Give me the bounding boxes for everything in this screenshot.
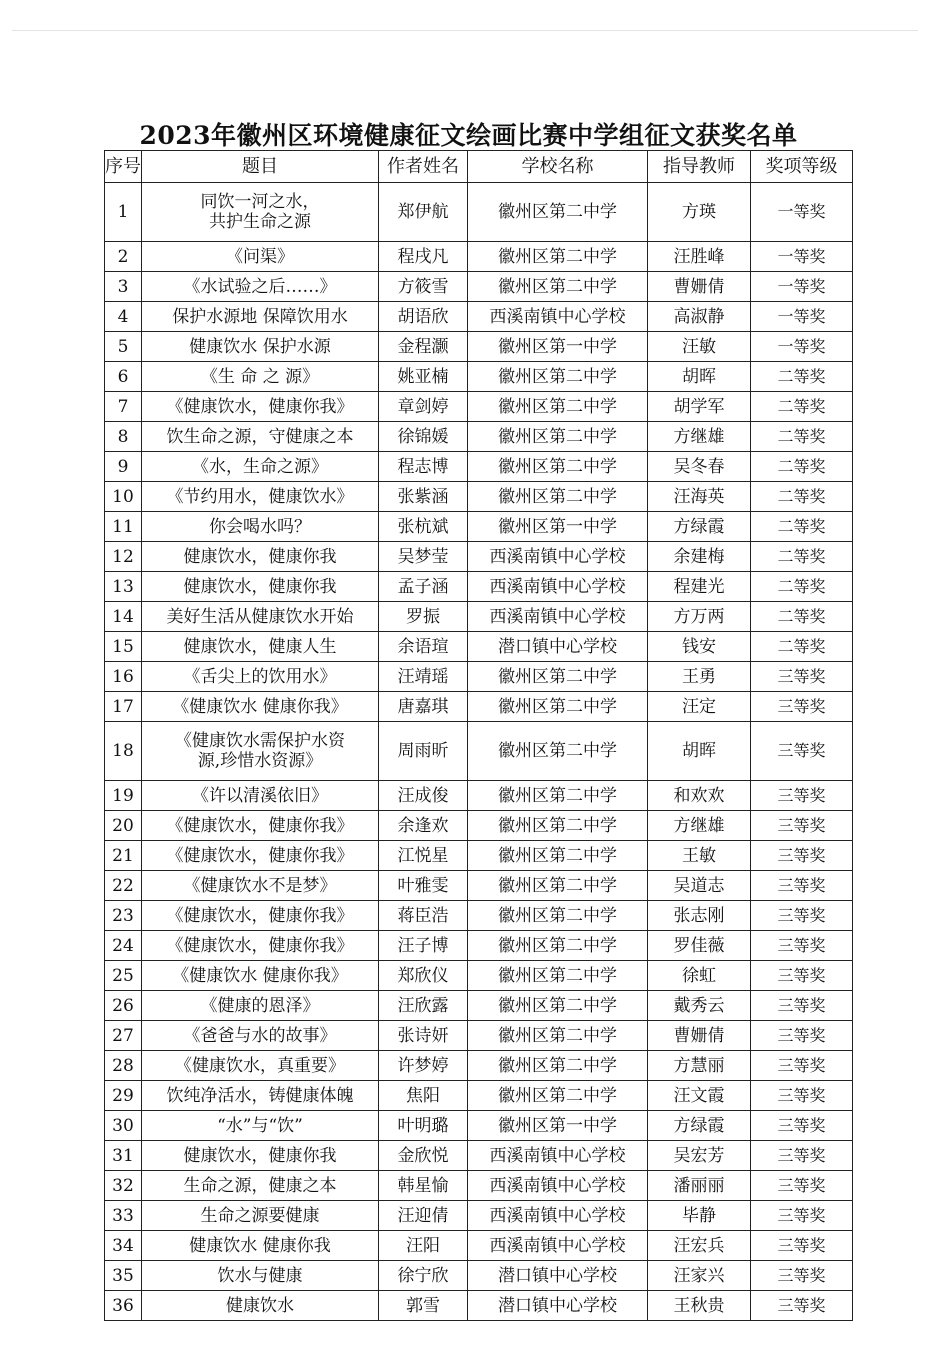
cell-number: 4 [105, 302, 142, 332]
cell-number: 17 [105, 692, 142, 722]
table-row [105, 482, 853, 512]
header-row [105, 151, 853, 183]
cell-title: 《节约用水，健康饮水》 [142, 482, 379, 512]
cell-number: 21 [105, 841, 142, 871]
cell-author: 许梦婷 [379, 1051, 468, 1081]
cell-title: 《舌尖上的饮用水》 [142, 662, 379, 692]
cell-number: 36 [105, 1291, 142, 1321]
cell-author: 张杭斌 [379, 512, 468, 542]
table-row [105, 422, 853, 452]
cell-number: 3 [105, 272, 142, 302]
cell-teacher: 方继雄 [648, 811, 751, 841]
cell-author: 金欣悦 [379, 1141, 468, 1171]
cell-author: 姚亚楠 [379, 362, 468, 392]
cell-teacher: 罗佳薇 [648, 931, 751, 961]
cell-teacher: 胡晖 [648, 362, 751, 392]
cell-author: 汪阳 [379, 1231, 468, 1261]
cell-school: 徽州区第一中学 [468, 512, 648, 542]
cell-title: 《爸爸与水的故事》 [142, 1021, 379, 1051]
cell-title: 健康饮水，健康你我 [142, 542, 379, 572]
award-table-body [105, 183, 853, 1321]
header-teacher: 指导教师 [648, 151, 751, 183]
cell-teacher: 程建光 [648, 572, 751, 602]
cell-award-level: 三等奖 [751, 1231, 853, 1261]
cell-teacher: 汪宏兵 [648, 1231, 751, 1261]
cell-school: 徽州区第二中学 [468, 841, 648, 871]
cell-title: 饮生命之源，守健康之本 [142, 422, 379, 452]
cell-number: 8 [105, 422, 142, 452]
cell-school: 徽州区第二中学 [468, 961, 648, 991]
cell-teacher: 高淑静 [648, 302, 751, 332]
cell-number: 24 [105, 931, 142, 961]
table-row [105, 362, 853, 392]
table-row [105, 452, 853, 482]
cell-number: 25 [105, 961, 142, 991]
cell-teacher: 吴道志 [648, 871, 751, 901]
cell-school: 徽州区第二中学 [468, 781, 648, 811]
cell-author: 叶明璐 [379, 1111, 468, 1141]
cell-award-level: 三等奖 [751, 1111, 853, 1141]
cell-title: 饮水与健康 [142, 1261, 379, 1291]
cell-number: 6 [105, 362, 142, 392]
cell-award-level: 三等奖 [751, 722, 853, 781]
cell-author: 余语瑄 [379, 632, 468, 662]
award-table [104, 150, 853, 1321]
cell-number: 33 [105, 1201, 142, 1231]
cell-author: 汪成俊 [379, 781, 468, 811]
cell-teacher: 和欢欢 [648, 781, 751, 811]
cell-number: 32 [105, 1171, 142, 1201]
cell-author: 徐宁欣 [379, 1261, 468, 1291]
cell-title: 《问渠》 [142, 242, 379, 272]
cell-number: 1 [105, 183, 142, 242]
cell-award-level: 二等奖 [751, 542, 853, 572]
cell-teacher: 戴秀云 [648, 991, 751, 1021]
cell-award-level: 二等奖 [751, 482, 853, 512]
table-row [105, 1081, 853, 1111]
table-row [105, 991, 853, 1021]
cell-title: 《健康饮水，健康你我》 [142, 392, 379, 422]
cell-number: 22 [105, 871, 142, 901]
cell-title: 保护水源地 保障饮用水 [142, 302, 379, 332]
cell-award-level: 三等奖 [751, 811, 853, 841]
cell-title: 健康饮水 健康你我 [142, 1231, 379, 1261]
cell-award-level: 二等奖 [751, 572, 853, 602]
cell-title: 你会喝水吗？ [142, 512, 379, 542]
cell-title: 《水，生命之源》 [142, 452, 379, 482]
table-row [105, 901, 853, 931]
cell-award-level: 三等奖 [751, 692, 853, 722]
cell-school: 西溪南镇中心学校 [468, 542, 648, 572]
cell-number: 15 [105, 632, 142, 662]
cell-number: 16 [105, 662, 142, 692]
cell-teacher: 汪海英 [648, 482, 751, 512]
table-row [105, 1291, 853, 1321]
cell-award-level: 一等奖 [751, 242, 853, 272]
table-row [105, 602, 853, 632]
table-row [105, 781, 853, 811]
cell-award-level: 三等奖 [751, 1141, 853, 1171]
cell-award-level: 二等奖 [751, 632, 853, 662]
table-row [105, 1141, 853, 1171]
cell-school: 徽州区第二中学 [468, 1051, 648, 1081]
table-row [105, 722, 853, 781]
cell-title: 《许以清溪依旧》 [142, 781, 379, 811]
cell-teacher: 曹姗倩 [648, 272, 751, 302]
cell-teacher: 潘丽丽 [648, 1171, 751, 1201]
cell-school: 潜口镇中心学校 [468, 1261, 648, 1291]
cell-school: 徽州区第二中学 [468, 482, 648, 512]
cell-teacher: 汪文霞 [648, 1081, 751, 1111]
cell-award-level: 二等奖 [751, 392, 853, 422]
cell-author: 胡语欣 [379, 302, 468, 332]
cell-school: 西溪南镇中心学校 [468, 602, 648, 632]
cell-number: 27 [105, 1021, 142, 1051]
cell-author: 郭雪 [379, 1291, 468, 1321]
cell-title: 《健康饮水不是梦》 [142, 871, 379, 901]
cell-award-level: 三等奖 [751, 662, 853, 692]
cell-title: 健康饮水 [142, 1291, 379, 1321]
cell-school: 西溪南镇中心学校 [468, 1171, 648, 1201]
header-title: 题目 [142, 151, 379, 183]
cell-teacher: 钱安 [648, 632, 751, 662]
cell-title: 生命之源要健康 [142, 1201, 379, 1231]
cell-title: 健康饮水，健康人生 [142, 632, 379, 662]
cell-award-level: 三等奖 [751, 1171, 853, 1201]
cell-teacher: 汪家兴 [648, 1261, 751, 1291]
cell-author: 蒋臣浩 [379, 901, 468, 931]
table-row [105, 272, 853, 302]
cell-teacher: 方慧丽 [648, 1051, 751, 1081]
cell-teacher: 方继雄 [648, 422, 751, 452]
cell-school: 徽州区第二中学 [468, 991, 648, 1021]
cell-award-level: 二等奖 [751, 362, 853, 392]
cell-award-level: 三等奖 [751, 1291, 853, 1321]
cell-title: 《健康饮水，健康你我》 [142, 841, 379, 871]
cell-award-level: 三等奖 [751, 991, 853, 1021]
cell-school: 徽州区第二中学 [468, 931, 648, 961]
cell-teacher: 徐虹 [648, 961, 751, 991]
cell-author: 汪迎倩 [379, 1201, 468, 1231]
table-row [105, 1111, 853, 1141]
cell-teacher: 毕静 [648, 1201, 751, 1231]
cell-author: 章剑婷 [379, 392, 468, 422]
cell-number: 11 [105, 512, 142, 542]
cell-school: 徽州区第一中学 [468, 332, 648, 362]
cell-number: 9 [105, 452, 142, 482]
cell-award-level: 二等奖 [751, 452, 853, 482]
cell-teacher: 王敏 [648, 841, 751, 871]
cell-title: 《水试验之后……》 [142, 272, 379, 302]
cell-school: 徽州区第二中学 [468, 272, 648, 302]
table-row [105, 931, 853, 961]
cell-title: 《健康饮水 健康你我》 [142, 692, 379, 722]
cell-award-level: 一等奖 [751, 183, 853, 242]
cell-award-level: 三等奖 [751, 1051, 853, 1081]
cell-title: 《生 命 之 源》 [142, 362, 379, 392]
table-row [105, 1201, 853, 1231]
cell-title: 同饮一河之水， 共护生命之源 [142, 183, 379, 242]
cell-title: 健康饮水 保护水源 [142, 332, 379, 362]
cell-teacher: 汪定 [648, 692, 751, 722]
table-row [105, 1021, 853, 1051]
cell-award-level: 二等奖 [751, 512, 853, 542]
cell-teacher: 张志刚 [648, 901, 751, 931]
cell-school: 徽州区第二中学 [468, 692, 648, 722]
cell-title: 饮纯净活水，铸健康体魄 [142, 1081, 379, 1111]
cell-title: 《健康饮水，健康你我》 [142, 811, 379, 841]
cell-teacher: 汪胜峰 [648, 242, 751, 272]
cell-award-level: 三等奖 [751, 1201, 853, 1231]
cell-award-level: 三等奖 [751, 931, 853, 961]
cell-school: 西溪南镇中心学校 [468, 1141, 648, 1171]
cell-school: 徽州区第二中学 [468, 392, 648, 422]
cell-author: 郑欣仪 [379, 961, 468, 991]
cell-author: 吴梦莹 [379, 542, 468, 572]
header-number: 序号 [105, 151, 142, 183]
cell-author: 孟子涵 [379, 572, 468, 602]
table-row [105, 692, 853, 722]
cell-school: 西溪南镇中心学校 [468, 572, 648, 602]
cell-award-level: 二等奖 [751, 602, 853, 632]
cell-award-level: 三等奖 [751, 901, 853, 931]
table-row [105, 961, 853, 991]
cell-teacher: 曹姗倩 [648, 1021, 751, 1051]
cell-award-level: 三等奖 [751, 841, 853, 871]
header-award-level: 奖项等级 [751, 151, 853, 183]
document-title: 2023年徽州区环境健康征文绘画比赛中学组征文获奖名单 [139, 121, 798, 150]
table-row [105, 332, 853, 362]
cell-teacher: 方绿霞 [648, 512, 751, 542]
cell-teacher: 胡学军 [648, 392, 751, 422]
cell-school: 徽州区第二中学 [468, 1081, 648, 1111]
cell-school: 徽州区第二中学 [468, 901, 648, 931]
cell-number: 20 [105, 811, 142, 841]
cell-author: 韩星愉 [379, 1171, 468, 1201]
table-row [105, 841, 853, 871]
cell-school: 徽州区第二中学 [468, 183, 648, 242]
cell-school: 徽州区第二中学 [468, 811, 648, 841]
cell-title: “水”与“饮” [142, 1111, 379, 1141]
cell-teacher: 方绿霞 [648, 1111, 751, 1141]
cell-author: 汪靖瑶 [379, 662, 468, 692]
cell-school: 徽州区第二中学 [468, 722, 648, 781]
cell-teacher: 吴宏芳 [648, 1141, 751, 1171]
cell-award-level: 三等奖 [751, 1081, 853, 1111]
cell-school: 潜口镇中心学校 [468, 632, 648, 662]
cell-award-level: 一等奖 [751, 302, 853, 332]
cell-number: 14 [105, 602, 142, 632]
cell-award-level: 三等奖 [751, 961, 853, 991]
cell-author: 汪子博 [379, 931, 468, 961]
cell-title: 健康饮水，健康你我 [142, 572, 379, 602]
scan-top-rule [12, 30, 918, 31]
cell-author: 江悦星 [379, 841, 468, 871]
cell-teacher: 方瑛 [648, 183, 751, 242]
cell-title: 《健康饮水需保护水资 源,珍惜水资源》 [142, 722, 379, 781]
cell-teacher: 吴冬春 [648, 452, 751, 482]
cell-title: 《健康饮水 健康你我》 [142, 961, 379, 991]
cell-author: 方筱雪 [379, 272, 468, 302]
table-row [105, 302, 853, 332]
cell-school: 西溪南镇中心学校 [468, 1201, 648, 1231]
cell-number: 28 [105, 1051, 142, 1081]
cell-number: 26 [105, 991, 142, 1021]
cell-author: 叶雅雯 [379, 871, 468, 901]
cell-author: 唐嘉琪 [379, 692, 468, 722]
cell-title: 健康饮水，健康你我 [142, 1141, 379, 1171]
header-school: 学校名称 [468, 151, 648, 183]
cell-award-level: 三等奖 [751, 781, 853, 811]
cell-title: 美好生活从健康饮水开始 [142, 602, 379, 632]
cell-number: 18 [105, 722, 142, 781]
cell-school: 潜口镇中心学校 [468, 1291, 648, 1321]
cell-school: 徽州区第二中学 [468, 871, 648, 901]
cell-number: 5 [105, 332, 142, 362]
cell-school: 徽州区第二中学 [468, 452, 648, 482]
cell-author: 金程灏 [379, 332, 468, 362]
table-row [105, 632, 853, 662]
cell-school: 徽州区第二中学 [468, 662, 648, 692]
cell-number: 31 [105, 1141, 142, 1171]
cell-author: 焦阳 [379, 1081, 468, 1111]
cell-award-level: 三等奖 [751, 1021, 853, 1051]
cell-teacher: 王勇 [648, 662, 751, 692]
table-row [105, 542, 853, 572]
cell-school: 西溪南镇中心学校 [468, 1231, 648, 1261]
table-row [105, 242, 853, 272]
table-row [105, 811, 853, 841]
cell-teacher: 王秋贵 [648, 1291, 751, 1321]
cell-school: 徽州区第二中学 [468, 422, 648, 452]
cell-author: 罗振 [379, 602, 468, 632]
cell-number: 10 [105, 482, 142, 512]
cell-title: 《健康饮水，健康你我》 [142, 931, 379, 961]
table-row [105, 662, 853, 692]
cell-title: 《健康饮水，真重要》 [142, 1051, 379, 1081]
table-row [105, 572, 853, 602]
cell-number: 34 [105, 1231, 142, 1261]
cell-school: 徽州区第二中学 [468, 1021, 648, 1051]
cell-award-level: 一等奖 [751, 272, 853, 302]
table-row [105, 1051, 853, 1081]
cell-school: 徽州区第二中学 [468, 242, 648, 272]
cell-number: 30 [105, 1111, 142, 1141]
table-row [105, 183, 853, 242]
cell-title: 《健康的恩泽》 [142, 991, 379, 1021]
cell-teacher: 余建梅 [648, 542, 751, 572]
table-row [105, 1261, 853, 1291]
table-row [105, 1231, 853, 1261]
cell-author: 周雨昕 [379, 722, 468, 781]
cell-number: 29 [105, 1081, 142, 1111]
cell-award-level: 二等奖 [751, 422, 853, 452]
cell-number: 19 [105, 781, 142, 811]
cell-author: 徐锦媛 [379, 422, 468, 452]
cell-author: 汪欣露 [379, 991, 468, 1021]
cell-number: 2 [105, 242, 142, 272]
cell-author: 张紫涵 [379, 482, 468, 512]
table-row [105, 871, 853, 901]
cell-title: 生命之源，健康之本 [142, 1171, 379, 1201]
cell-award-level: 三等奖 [751, 1261, 853, 1291]
cell-author: 张诗妍 [379, 1021, 468, 1051]
cell-title: 《健康饮水，健康你我》 [142, 901, 379, 931]
cell-number: 23 [105, 901, 142, 931]
cell-school: 西溪南镇中心学校 [468, 302, 648, 332]
cell-school: 徽州区第二中学 [468, 362, 648, 392]
cell-award-level: 一等奖 [751, 332, 853, 362]
cell-number: 35 [105, 1261, 142, 1291]
cell-teacher: 胡晖 [648, 722, 751, 781]
cell-award-level: 三等奖 [751, 871, 853, 901]
cell-author: 程戌凡 [379, 242, 468, 272]
table-row [105, 392, 853, 422]
table-row [105, 1171, 853, 1201]
cell-teacher: 方万两 [648, 602, 751, 632]
cell-number: 7 [105, 392, 142, 422]
cell-author: 余逢欢 [379, 811, 468, 841]
table-row [105, 512, 853, 542]
cell-author: 郑伊航 [379, 183, 468, 242]
cell-number: 13 [105, 572, 142, 602]
cell-author: 程志博 [379, 452, 468, 482]
cell-school: 徽州区第一中学 [468, 1111, 648, 1141]
cell-number: 12 [105, 542, 142, 572]
cell-teacher: 汪敏 [648, 332, 751, 362]
header-author: 作者姓名 [379, 151, 468, 183]
